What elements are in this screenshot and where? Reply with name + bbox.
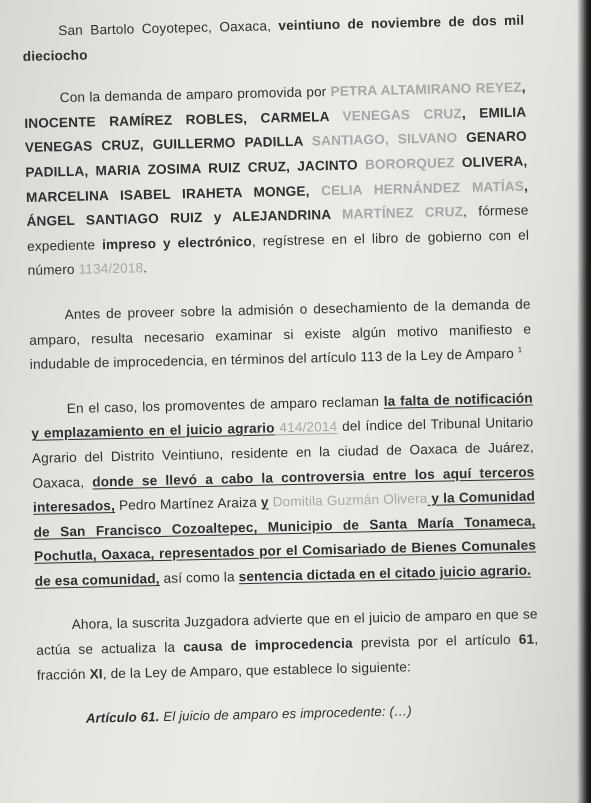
text-span: , fórmese expediente xyxy=(26,202,529,254)
sentence-text: sentencia dictada en el citado juicio agrario. xyxy=(238,562,532,585)
faded-name: BORORQUEZ xyxy=(364,155,455,173)
text-span: del índice del Tribunal Unitario Agrario del Distrito Veintiuno, residente en la ciudad de Oaxaca de Juárez, Oaxaca, xyxy=(31,414,534,491)
fraction-number: XI xyxy=(89,665,103,682)
file-type: impreso y electrónico xyxy=(101,233,253,252)
document-body xyxy=(22,9,540,733)
text-span: prevista por el artículo xyxy=(352,631,519,651)
footnote-ref: 1 xyxy=(517,345,523,355)
article-heading: Artículo 61. xyxy=(85,709,160,726)
improcedence-cause: causa de improcedencia xyxy=(183,635,353,655)
article-quote xyxy=(86,697,540,732)
text-span: , de la Ley de Amparo, que establece lo siguiente: xyxy=(102,659,412,681)
plaintiff-names: , EMILIA VENEGAS CRUZ, GUILLERMO PADILLA xyxy=(24,104,527,156)
complaint-paragraph xyxy=(24,76,530,284)
text-span: En el caso, los promoventes de amparo reclaman xyxy=(66,393,384,416)
faded-name: MARTÍNEZ CRUZ xyxy=(341,204,464,222)
plaintiff-names: OLIVERA, MARCELINA ISABEL IRAHETA MONGE, xyxy=(25,153,528,205)
improcedence-paragraph xyxy=(35,603,539,688)
date-place: San Bartolo Coyotepec, Oaxaca, xyxy=(58,18,279,39)
text-span: Ahora, la suscrita Juzgadora advierte que en el juicio de amparo en que se actúa se actualiza la xyxy=(36,606,538,658)
faded-name: VENEGAS CRUZ xyxy=(342,105,463,124)
community-name: y la Comunidad de San Francisco Cozoaltepec xyxy=(33,488,536,540)
municipality-text: , Municipio de Santa María Tonameca, Pochutla, Oaxaca, representados por el Comisariado de Bienes Comunales de esa comunidad, xyxy=(34,513,537,589)
claimed-act: la falta de notificación y emplazamiento en el juicio agrario xyxy=(31,390,533,442)
plaintiff-names: GENARO PADILLA, MARIA ZOSIMA RUIZ CRUZ, JACINTO xyxy=(25,128,527,180)
text-span: Con la demanda de amparo promovida por xyxy=(59,84,331,106)
faded-name: PETRA ALTAMIRANO REYEZ xyxy=(330,79,522,100)
text-span: , regístrese en el libro de gobierno con el número xyxy=(27,227,530,279)
text-span: Antes de proveer sobre la admisión o desechamiento de la demanda de amparo, resulta necesario examinar si existe algún motivo manifiesto e indudable de improcedencia, en términos del artículo 113 de la Ley de Amparo xyxy=(29,296,532,373)
text-span: , fracción xyxy=(36,631,539,683)
page-edge-shadow xyxy=(577,0,591,803)
third-party-name: Pedro Martínez Araiza xyxy=(114,494,262,514)
article-number: 61 xyxy=(518,631,535,647)
text-span: y xyxy=(260,494,269,510)
agrarian-case-number: 414/2014 xyxy=(274,419,338,436)
plaintiff-names: , ÁNGEL SANTIAGO RUIZ y ALEJANDRINA xyxy=(26,178,529,230)
claim-paragraph xyxy=(31,386,537,594)
date-text: veintiuno de noviembre de dos mil dieciocho xyxy=(22,12,525,64)
faded-name: CELIA HERNÁNDEZ MATÍAS xyxy=(320,178,525,198)
text-span: así como la xyxy=(159,569,239,586)
plaintiff-names: , INOCENTE RAMÍREZ ROBLES, CARMELA xyxy=(24,79,526,131)
faded-name: SANTIAGO, SILVANO xyxy=(311,130,458,149)
text-span: . xyxy=(143,260,148,276)
controversy-text: donde se llevó a cabo la controversia entre los aquí terceros interesados, xyxy=(32,463,535,515)
case-number: 1134/2018 xyxy=(78,260,144,278)
admissibility-paragraph xyxy=(28,292,532,377)
faded-name: Domitila Guzmán Olivera xyxy=(268,491,428,510)
date-paragraph xyxy=(22,9,525,70)
article-text: El juicio de amparo es improcedente: (…) xyxy=(159,703,413,725)
